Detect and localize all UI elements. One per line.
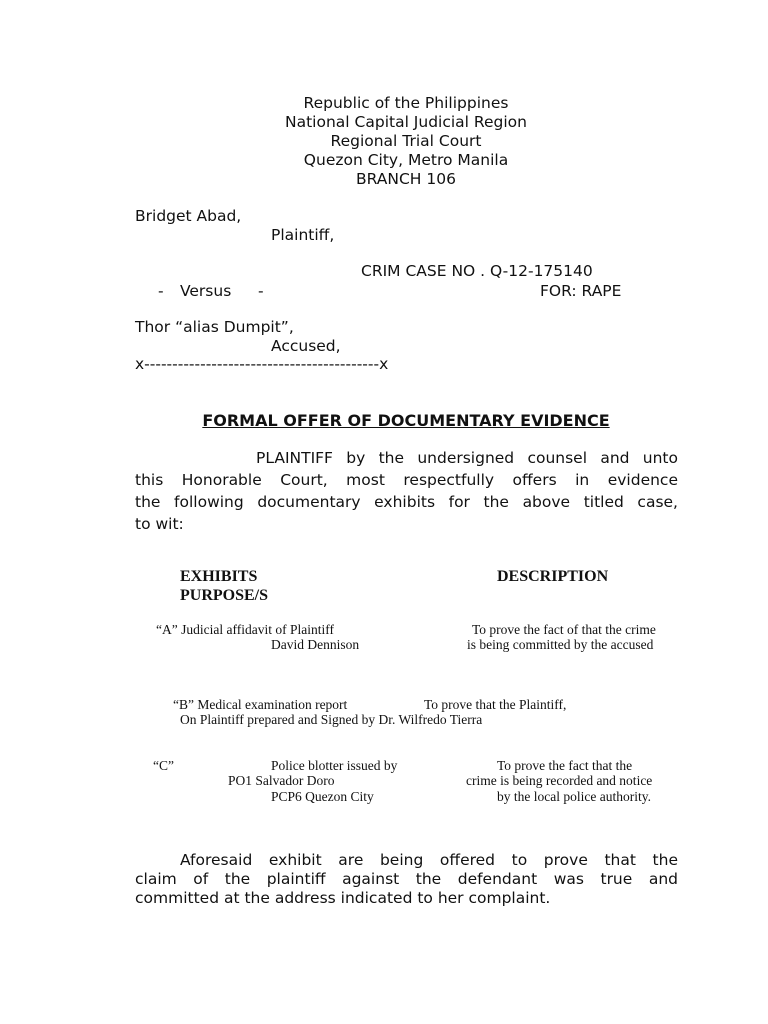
exhibit-c-purpose-1: To prove the fact that the	[497, 758, 633, 773]
intro-line-4: to wit:	[135, 515, 184, 533]
exhibit-a-purpose-1: To prove the fact of that the crime	[472, 622, 656, 637]
exhibit-c-purpose-3: by the local police authority.	[497, 789, 651, 804]
exhibit-b-description-2: On Plaintiff prepared and Signed by Dr. Wilfredo Tierra	[180, 712, 483, 727]
caption-separator: x------------------------------------------x	[135, 355, 389, 373]
versus-label: Versus	[180, 282, 232, 300]
plaintiff-role: Plaintiff,	[271, 226, 335, 244]
court-region: National Capital Judicial Region	[285, 113, 527, 131]
versus-dash-left: -	[158, 282, 164, 300]
document-title: FORMAL OFFER OF DOCUMENTARY EVIDENCE	[202, 411, 610, 430]
exhibit-c-purpose-2: crime is being recorded and notice	[466, 773, 653, 788]
intro-line-3: the following documentary exhibits for the above titled case,	[135, 493, 678, 511]
description-header: DESCRIPTION	[497, 568, 609, 585]
court-location: Quezon City, Metro Manila	[303, 151, 509, 169]
accused-role: Accused,	[271, 337, 341, 355]
case-charge: FOR: RAPE	[540, 282, 622, 300]
exhibit-b-label: “B” Medical examination report	[173, 697, 348, 712]
court-branch: BRANCH 106	[356, 170, 456, 188]
exhibit-c-description-2: PO1 Salvador Doro	[228, 773, 335, 788]
plaintiff-name: Bridget Abad,	[135, 207, 242, 225]
exhibit-a-purpose-2: is being committed by the accused	[467, 637, 654, 652]
exhibits-header: EXHIBITS	[180, 568, 258, 585]
intro-line-2: this Honorable Court, most respectfully offers in evidence	[135, 471, 678, 489]
exhibit-c-description-3: PCP6 Quezon City	[271, 789, 374, 804]
closing-line-1: Aforesaid exhibit are being offered to prove that the	[180, 851, 678, 869]
closing-line-2: claim of the plaintiff against the defendant was true and	[135, 870, 678, 888]
exhibit-a-label: “A” Judicial affidavit of Plaintiff	[156, 622, 334, 637]
court-republic: Republic of the Philippines	[303, 94, 509, 112]
exhibit-b-purpose-1: To prove that the Plaintiff,	[424, 697, 567, 712]
accused-name: Thor “alias Dumpit”,	[135, 318, 294, 336]
purpose-header: PURPOSE/S	[180, 587, 269, 604]
intro-line-1: PLAINTIFF by the undersigned counsel and unto	[256, 449, 678, 467]
versus-dash-right: -	[258, 282, 264, 300]
exhibit-a-description-2: David Dennison	[271, 637, 360, 652]
court-name: Regional Trial Court	[330, 132, 482, 150]
exhibit-c-description-1: Police blotter issued by	[271, 758, 398, 773]
case-number: CRIM CASE NO . Q-12-175140	[361, 262, 593, 280]
exhibit-c-label: “C”	[153, 758, 174, 773]
closing-line-3: committed at the address indicated to her complaint.	[135, 889, 551, 907]
